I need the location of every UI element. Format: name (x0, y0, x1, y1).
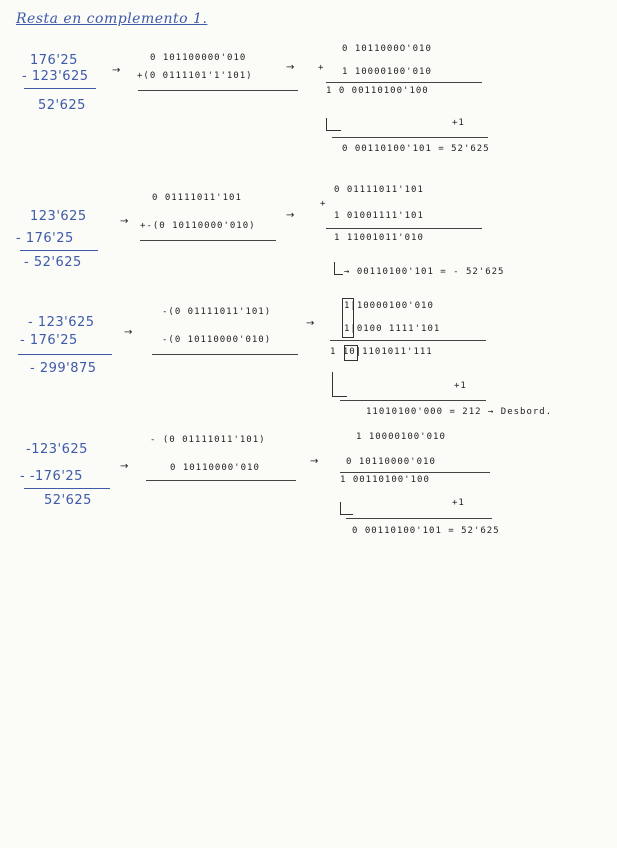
arrow-icon: → (310, 456, 319, 467)
sum-row-1: 0 01111011'101 (334, 185, 424, 195)
decimal-rule (20, 250, 98, 251)
plus-sign: + (320, 199, 327, 209)
decimal-minuend: 123'625 (30, 209, 87, 224)
sum-rule (330, 340, 486, 341)
sum-row-2: 1|0100 1111'101 (344, 324, 441, 334)
final-rule (332, 137, 488, 138)
binary-rule (138, 90, 298, 91)
binary-subtrahend: -(0 10110000'010) (162, 335, 272, 345)
sum-row-2: 1 01001111'101 (334, 211, 424, 221)
decimal-rule (24, 88, 96, 89)
decimal-result: - 52'625 (24, 255, 82, 270)
plus-sign: + (318, 63, 325, 73)
decimal-subtrahend: - 176'25 (16, 231, 74, 246)
sum-rule (326, 82, 482, 83)
carry-bracket (326, 118, 341, 131)
page-title: Resta en complemento 1. (16, 11, 208, 27)
sum-row-1: 0 1011000O'010 (342, 44, 432, 54)
arrow-icon: → (120, 216, 129, 227)
sum-row-1: 1|10000100'010 (344, 301, 434, 311)
sum-row-1: 1 10000100'010 (356, 432, 446, 442)
decimal-minuend: - 123'625 (28, 315, 95, 330)
sum-row-2: 1 10000100'010 (342, 67, 432, 77)
binary-subtrahend: +(0 0111101ꞌ1'101) (137, 71, 253, 81)
final-rule (340, 400, 486, 401)
final-result: 11010100'000 = 212 → Desbord. (366, 407, 553, 417)
final-rule (346, 518, 492, 519)
sum-row-3: 1 10|1101011'111 (330, 347, 433, 357)
carry-bracket (334, 262, 343, 275)
decimal-rule (18, 354, 112, 355)
decimal-subtrahend: - 176'25 (20, 333, 78, 348)
decimal-minuend: -123'625 (26, 442, 88, 457)
arrow-icon: → (112, 65, 121, 76)
decimal-subtrahend: - 123'625 (22, 69, 89, 84)
arrow-icon: → (286, 62, 295, 73)
carry-one: +1 (452, 118, 465, 128)
sum-row-3: 1 00110100'100 (340, 475, 430, 485)
carry-one: +1 (452, 498, 465, 508)
decimal-result: - 299'875 (30, 361, 97, 376)
binary-rule (152, 354, 298, 355)
decimal-result: 52'625 (44, 493, 92, 508)
final-result: 0 00110100'101 = 52'625 (352, 526, 500, 536)
sum-rule (326, 228, 482, 229)
arrow-icon: → (306, 318, 315, 329)
decimal-minuend: 176'25 (30, 53, 78, 68)
binary-rule (146, 480, 296, 481)
sum-row-3: 1 0 00110100'100 (326, 86, 429, 96)
binary-minuend: 0 01111011'101 (152, 193, 242, 203)
decimal-subtrahend: - -176'25 (20, 469, 83, 484)
carry-one: +1 (454, 381, 467, 391)
binary-subtrahend: +-(0 10110000'010) (140, 221, 256, 231)
carry-bracket (332, 372, 347, 397)
sum-row-3: 1 11001011'010 (334, 233, 424, 243)
final-result: 0 00110100'101 = 52'625 (342, 144, 490, 154)
binary-minuend: - (0 01111011'101) (150, 435, 266, 445)
sum-row-2: 0 10110000'010 (346, 457, 436, 467)
arrow-icon: → (286, 210, 295, 221)
final-result: → 00110100'101 = - 52'625 (344, 267, 505, 277)
decimal-result: 52'625 (38, 98, 86, 113)
arrow-icon: → (124, 327, 133, 338)
binary-subtrahend: 0 10110000'010 (170, 463, 260, 473)
sum-rule (340, 472, 490, 473)
arrow-icon: → (120, 461, 129, 472)
decimal-rule (24, 488, 110, 489)
binary-minuend: -(0 01111011'101) (162, 307, 272, 317)
carry-bracket (340, 502, 353, 515)
binary-minuend: 0 101100000'010 (150, 53, 247, 63)
binary-rule (140, 240, 276, 241)
